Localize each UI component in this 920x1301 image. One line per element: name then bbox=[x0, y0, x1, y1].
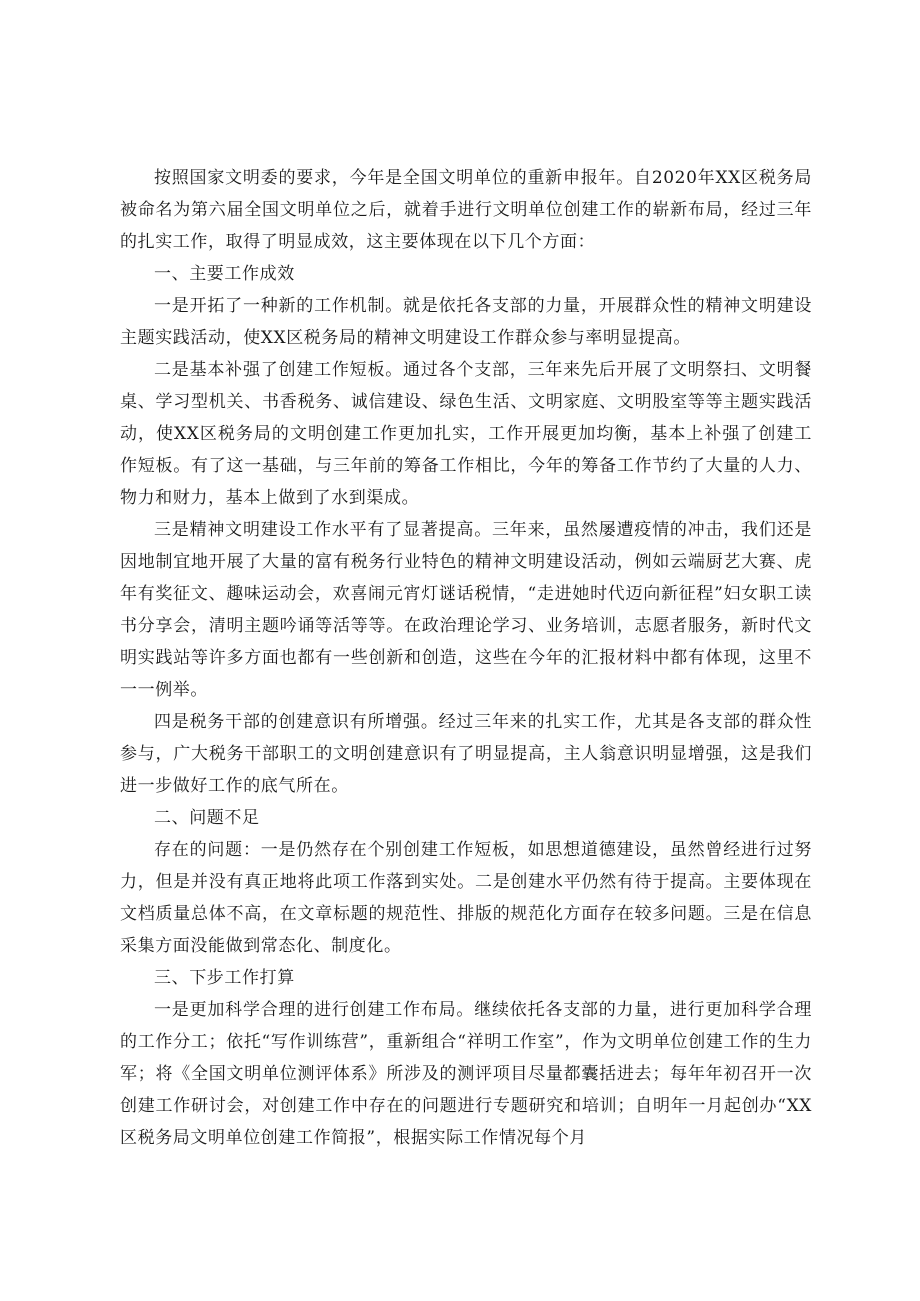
achievement-paragraph-2: 二是基本补强了创建工作短板。通过各个支部，三年来先后开展了文明祭扫、文明餐桌、学习型机关、书香税务、诚信建设、绿色生活、文明家庭、文明股室等等主题实践活动，使XX区税务局的文明创建工作更加扎实，工作开展更加均衡，基本上补强了创建工作短板。有了这一基础，与三年前的筹备工作相比，今年的筹备工作节约了大量的人力、物力和财力，基本上做到了水到渠成。 bbox=[120, 360, 812, 508]
achievement-paragraph-1: 一是开拓了一种新的工作机制。就是依托各支部的力量，开展群众性的精神文明建设主题实践活动，使XX区税务局的精神文明建设工作群众参与率明显提高。 bbox=[120, 296, 812, 348]
problems-paragraph: 存在的问题：一是仍然存在个别创建工作短板，如思想道德建设，虽然曾经进行过努力，但是并没有真正地将此项工作落到实处。二是创建水平仍然有待于提高。主要体现在文档质量总体不高，在文章标题的规范性、排版的规范化方面存在较多问题。三是在信息采集方面没能做到常态化、制度化。 bbox=[120, 840, 812, 956]
achievement-paragraph-3: 三是精神文明建设工作水平有了显著提高。三年来，虽然屡遭疫情的冲击，我们还是因地制宜地开展了大量的富有税务行业特色的精神文明建设活动，例如云端厨艺大赛、虎年有奖征文、趣味运动会，欢喜闹元宵灯谜话税情，“走进她时代迈向新征程”妇女职工读书分享会，清明主题吟诵等活等等。在政治理论学习、业务培训，志愿者服务，新时代文明实践站等许多方面也都有一些创新和创造，这些在今年的汇报材料中都有体现，这里不一一例举。 bbox=[120, 520, 812, 700]
achievement-paragraph-4: 四是税务干部的创建意识有所增强。经过三年来的扎实工作，尤其是各支部的群众性参与，广大税务干部职工的文明创建意识有了明显提高，主人翁意识明显增强，这是我们进一步做好工作的底气所在。 bbox=[120, 712, 812, 796]
next-steps-paragraph-1: 一是更加科学合理的进行创建工作布局。继续依托各支部的力量，进行更加科学合理的工作分工；依托“写作训练营”，重新组合“祥明工作室”，作为文明单位创建工作的生力军；将《全国文明单位测评体系》所涉及的测评项目尽量都囊括进去；每年年初召开一次创建工作研讨会，对创建工作中存在的问题进行专题研究和培训；自明年一月起创办“XX区税务局文明单位创建工作简报”，根据实际工作情况每个月 bbox=[120, 1000, 812, 1148]
document-body bbox=[120, 162, 812, 1154]
section-heading-problems: 二、问题不足 bbox=[154, 808, 260, 828]
section-heading-next-steps: 三、下步工作打算 bbox=[154, 968, 295, 988]
intro-paragraph: 按照国家文明委的要求，今年是全国文明单位的重新申报年。自2020年XX区税务局被命名为第六届全国文明单位之后，就着手进行文明单位创建工作的崭新布局，经过三年的扎实工作，取得了明显成效，这主要体现在以下几个方面： bbox=[120, 168, 812, 252]
section-heading-achievements: 一、主要工作成效 bbox=[154, 264, 295, 284]
